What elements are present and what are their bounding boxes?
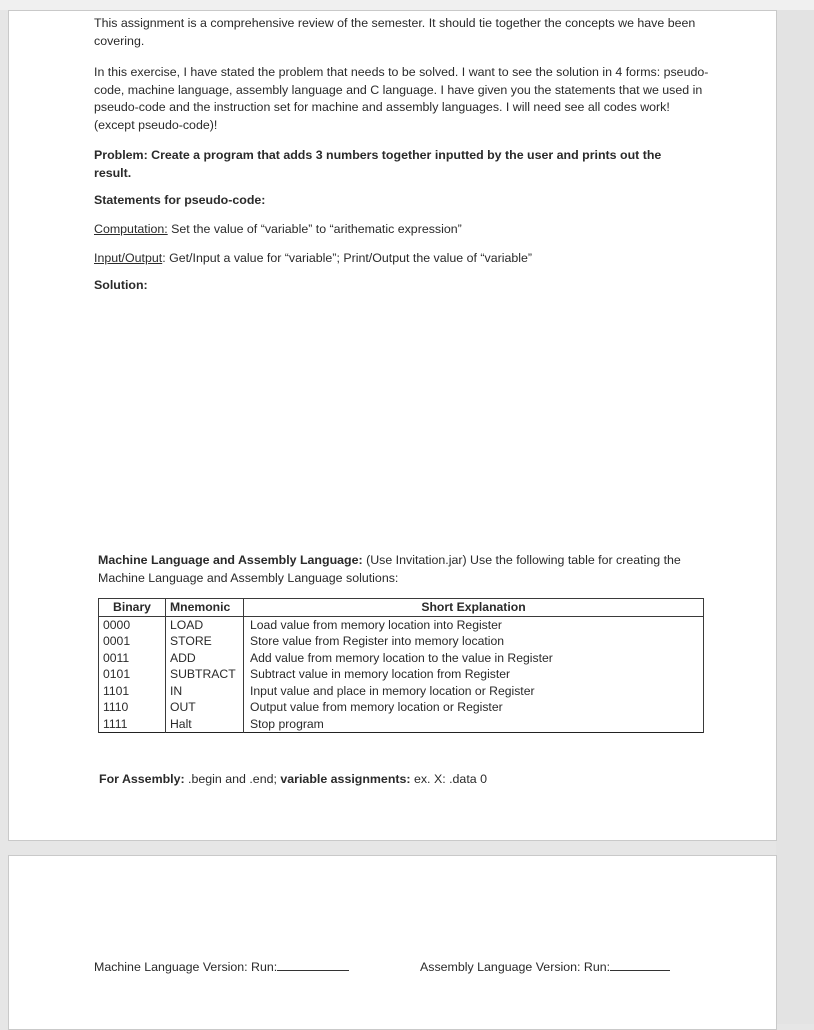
for-assembly-text: .begin and .end; [184,772,281,786]
mnemonic-cell: OUT [166,699,244,716]
table-row [99,633,704,650]
header-binary: Binary [99,599,166,617]
input-output-text: : Get/Input a value for “variable”; Print/Output the value of “variable” [162,251,533,265]
document-page-2 [8,855,777,1030]
binary-cell: 0101 [99,666,166,683]
table-row [99,683,704,700]
instruction-set-table [98,598,704,733]
computation-text: Set the value of “variable” to “arithematic expression” [167,222,462,236]
header-short-explanation: Short Explanation [244,599,704,617]
machine-language-version-line [94,958,349,977]
binary-cell: 0001 [99,633,166,650]
explanation-cell: Subtract value in memory location from Register [244,666,704,683]
binary-cell: 1101 [99,683,166,700]
computation-line [94,221,462,239]
variable-assignments-label: variable assignments: [280,772,411,786]
machine-run-blank [277,958,349,971]
mnemonic-cell: LOAD [166,616,244,633]
variable-assignments-example: ex. X: .data 0 [410,772,487,786]
document-page-1 [8,10,777,841]
table-row [99,616,704,633]
header-mnemonic: Mnemonic [166,599,244,617]
table-row [99,650,704,667]
table-row [99,666,704,683]
machine-language-version-label: Machine Language Version: Run: [94,960,278,974]
table-header-row [99,599,704,617]
mnemonic-cell: STORE [166,633,244,650]
machine-assembly-heading: Machine Language and Assembly Language: [98,553,363,567]
for-assembly-line [99,771,487,789]
explanation-cell: Add value from memory location to the value in Register [244,650,704,667]
explanation-cell: Store value from Register into memory location [244,633,704,650]
input-output-label: Input/Output [94,251,163,265]
explanation-cell: Load value from memory location into Register [244,616,704,633]
statements-heading: Statements for pseudo-code: [94,193,266,207]
intro-paragraph: This assignment is a comprehensive review of the semester. It should tie together the concepts we have been covering. [94,16,696,48]
binary-cell: 0011 [99,650,166,667]
exercise-paragraph: In this exercise, I have stated the problem that needs to be solved. I want to see the solution in 4 forms: pseudo-code, machine language, assembly language and C language. I have given you the statements that we used in pseudo-code and the instruction set for machine and assembly languages. I will need see all codes work! (except pseudo-code)! [94,65,709,132]
assembly-language-version-line [420,958,670,977]
binary-cell: 0000 [99,616,166,633]
machine-assembly-text: (Use Invitation.jar) Use the following table for creating the Machine Language and Assembly Language solutions: [98,553,681,585]
scrollbar-track[interactable] [776,10,814,1024]
problem-statement: Problem: Create a program that adds 3 numbers together inputted by the user and prints out the result. [94,148,662,180]
mnemonic-cell: IN [166,683,244,700]
table-row [99,716,704,733]
explanation-cell: Stop program [244,716,704,733]
mnemonic-cell: ADD [166,650,244,667]
for-assembly-label: For Assembly: [99,772,185,786]
binary-cell: 1111 [99,716,166,733]
explanation-cell: Input value and place in memory location or Register [244,683,704,700]
input-output-line [94,250,532,268]
mnemonic-cell: Halt [166,716,244,733]
mnemonic-cell: SUBTRACT [166,666,244,683]
binary-cell: 1110 [99,699,166,716]
assembly-language-version-label: Assembly Language Version: Run: [420,960,611,974]
assembly-run-blank [610,958,670,971]
viewer-top-bar [0,0,814,10]
table-row [99,699,704,716]
explanation-cell: Output value from memory location or Register [244,699,704,716]
machine-assembly-paragraph [98,552,698,587]
computation-label: Computation: [94,222,168,236]
solution-label: Solution: [94,278,148,292]
